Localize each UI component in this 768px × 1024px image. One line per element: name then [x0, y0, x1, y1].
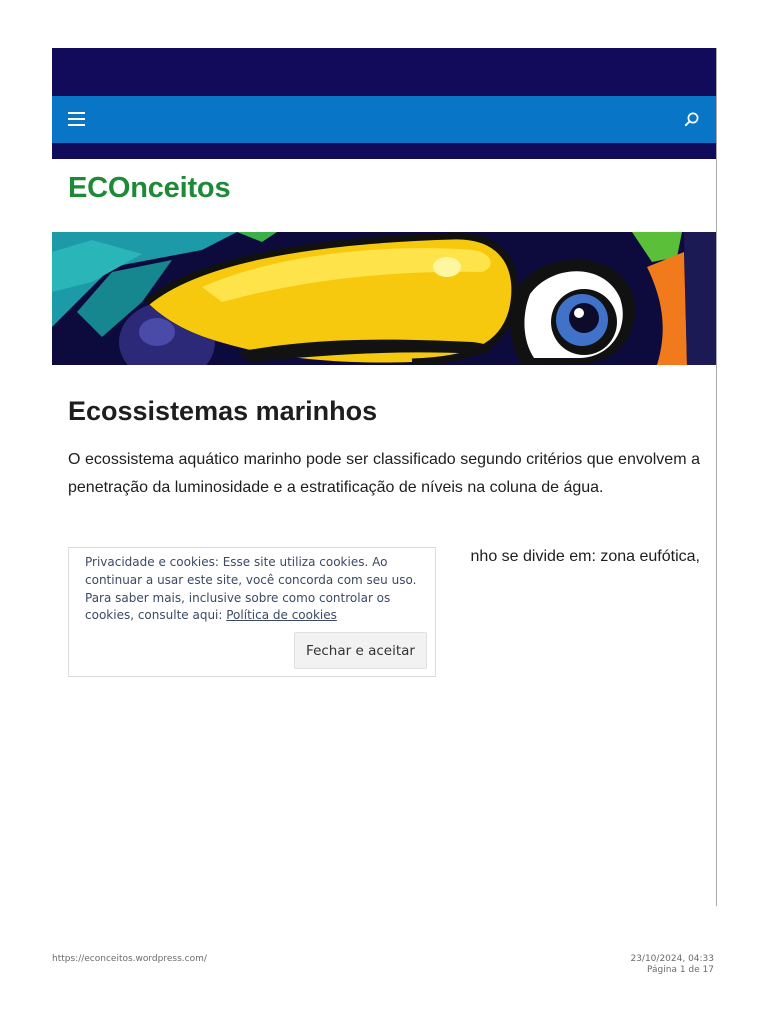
nav-bottom-strip	[52, 143, 716, 159]
search-icon[interactable]	[684, 111, 700, 127]
footer-meta	[630, 954, 714, 976]
toucan-illustration	[52, 232, 716, 365]
page-frame	[52, 48, 717, 906]
hamburger-menu-icon[interactable]	[68, 112, 85, 126]
header-banner-image	[52, 232, 716, 365]
post-paragraph: O ecossistema aquático marinho pode ser classificado segundo critérios que envolvem a penetração da luminosidade e a estratificação de níveis na coluna de água.	[68, 451, 700, 496]
post-paragraph-partial: nho se divide em: zona eufótica,	[470, 548, 700, 565]
cookie-consent-banner	[68, 547, 436, 677]
cookie-policy-link[interactable]: Política de cookies	[226, 608, 337, 623]
navigation-bar	[52, 96, 716, 143]
site-title[interactable]: ECOnceitos	[68, 172, 231, 204]
close-and-accept-button[interactable]: Fechar e aceitar	[294, 632, 427, 669]
footer-url: https://econceitos.wordpress.com/	[52, 954, 207, 964]
post-title: Ecossistemas marinhos	[68, 396, 378, 426]
top-bar	[52, 48, 716, 96]
cookie-text-body: Privacidade e cookies: Esse site utiliza cookies. Ao continuar a usar este site, você concorda com seu uso. Para saber mais, inclusive sobre como controlar os cookies, consulte aqui:	[85, 555, 417, 623]
footer-page-number: Página 1 de 17	[647, 965, 714, 975]
footer-datetime: 23/10/2024, 04:33	[630, 954, 714, 964]
cookie-consent-text	[85, 554, 420, 625]
